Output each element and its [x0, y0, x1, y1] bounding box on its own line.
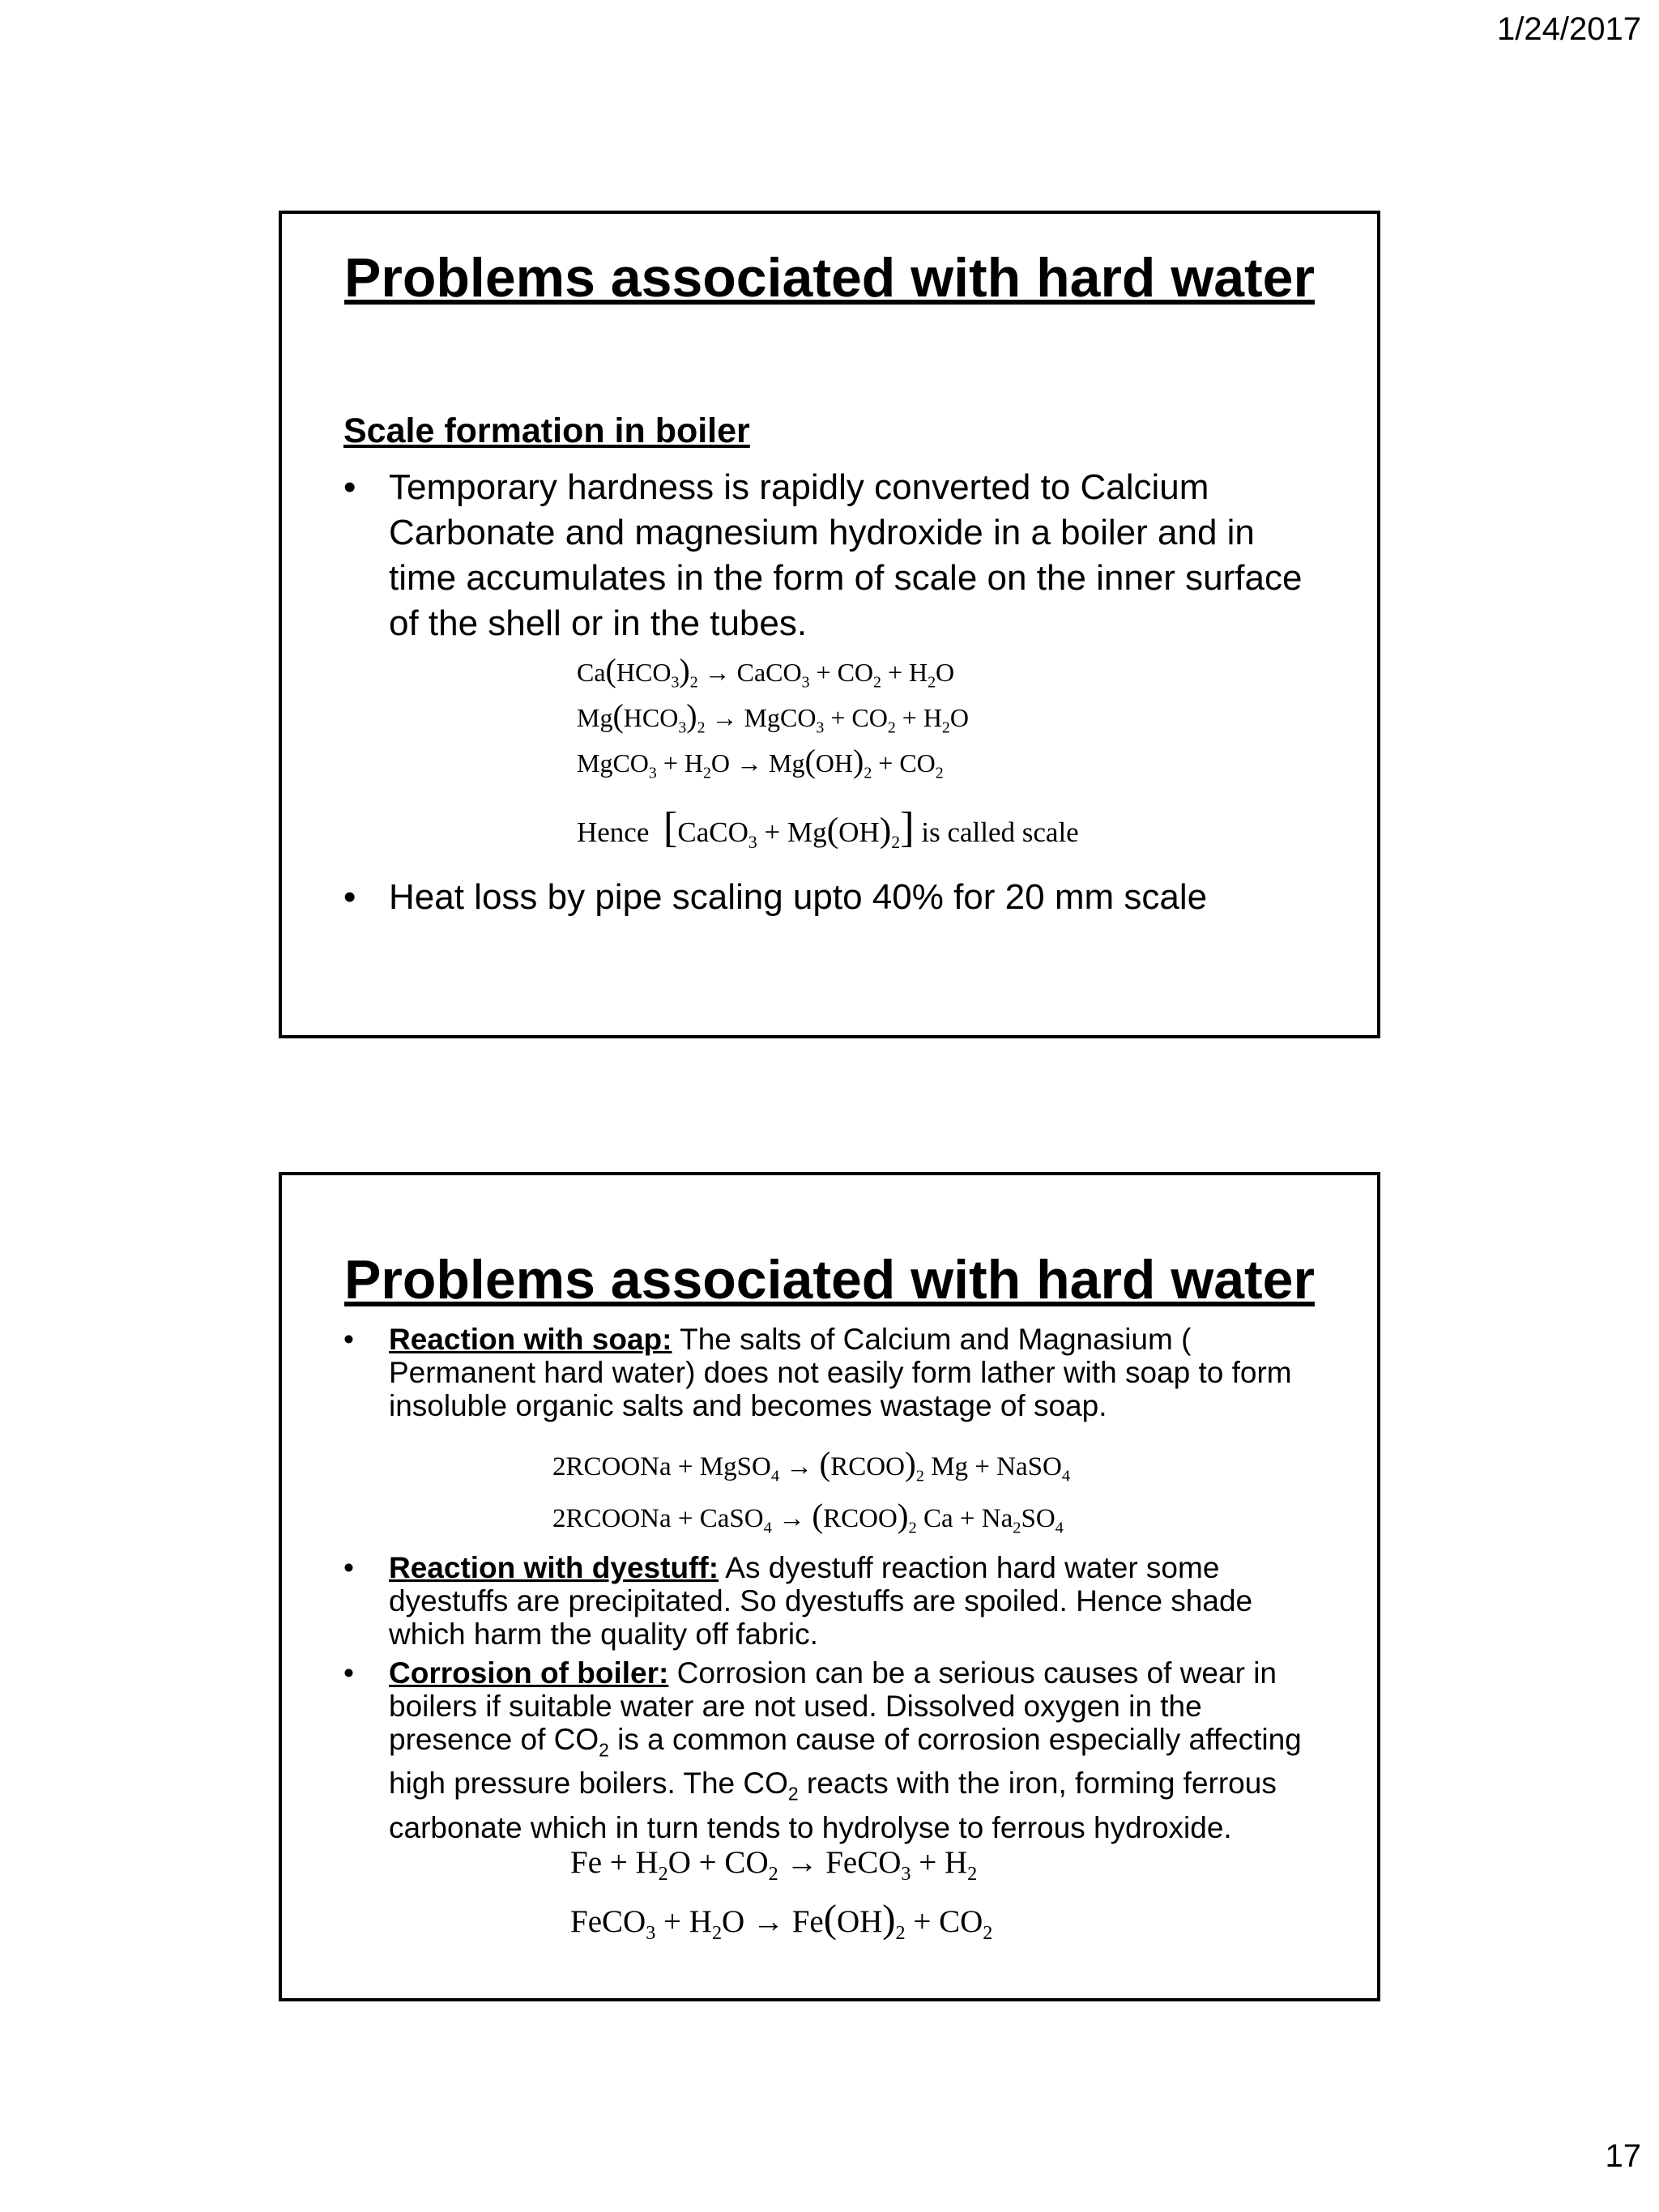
slide-title: Problems associated with hard water: [344, 1249, 1315, 1311]
slide-scale-formation: [279, 211, 1380, 1038]
equation-soap-calcium: 2RCOONa + CaSO$_4$ → $(RCOO)_2$ $Ca + Na_2SO_4$: [552, 1497, 1064, 1537]
bullet-reaction-with-soap: [343, 1323, 1332, 1422]
slide-soap-dyestuff-corrosion: [279, 1172, 1380, 2001]
equation-iron-corrosion: $Fe + H_2O + CO_2$ → FeCO$_3$ + $H_2$: [570, 1845, 978, 1885]
bullet-dot: •: [343, 1656, 354, 1690]
bullet-text: As dyestuff reaction hard water some dyestuffs are precipitated. So dyestuffs are spoiled. Hence shade which harm the quality off fabric.: [389, 1551, 1253, 1651]
page-number: 17: [1605, 2138, 1641, 2174]
equation-scale-definition: Hence [CaCO$_3$ + $Mg(OH)_2$] is called scale: [577, 804, 1079, 852]
page-date: 1/24/2017: [1497, 11, 1641, 47]
bullet-dot: •: [343, 467, 356, 507]
equation-magnesium-carbonate: MgCO$_3$ + $H_2O \to Mg(OH)_2 + CO_2$: [577, 743, 944, 782]
hence-label: Hence: [577, 816, 650, 848]
bullet-dot: •: [343, 1551, 354, 1584]
bullet-label: Reaction with dyestuff:: [389, 1551, 719, 1584]
scale-label: is called scale: [921, 816, 1079, 848]
bullet-dot: •: [343, 1323, 354, 1356]
section-heading: Scale formation in boiler: [343, 411, 750, 450]
bullet-corrosion-of-boiler: [343, 1656, 1332, 1844]
bullet-temporary-hardness: [343, 465, 1316, 646]
bullet-text: The salts of Calcium and Magnasium ( Permanent hard water) does not easily form lather with soap to form insoluble organic salts and becomes wastage of soap.: [389, 1323, 1292, 1422]
equation-soap-magnesium: 2RCOONa + MgSO$_4$ → $(RCOO)_2$ Mg + NaSO$_4$: [552, 1445, 1071, 1485]
bullet-text: Heat loss by pipe scaling upto 40% for 20 mm scale: [389, 877, 1208, 917]
equation-calcium-bicarbonate: $Ca(HCO_3)_2$ → CaCO$_3$ + $CO_2 + H_2O$: [577, 652, 955, 692]
bullet-text: Corrosion can be a serious causes of wear in boilers if suitable water are not used. Dissolved oxygen in the presence of CO: [389, 1656, 1277, 1756]
bullet-label: Corrosion of boiler:: [389, 1656, 669, 1690]
bullet-text: reacts with the iron, forming ferrous carbonate which in turn tends to hydrolyse to ferrous hydroxide.: [389, 1767, 1277, 1844]
bullet-text: Temporary hardness is rapidly converted to Calcium Carbonate and magnesium hydroxide in a boiler and in time accumulates in the form of scale on the inner surface of the shell or in the tubes.: [389, 467, 1303, 643]
equation-ferrous-hydroxide: FeCO$_3$ + $H_2O \to Fe(OH)_2 + CO_2$: [570, 1897, 993, 1944]
subscript: 2: [599, 1739, 609, 1761]
bullet-dot: •: [343, 877, 356, 917]
subscript: 2: [787, 1783, 799, 1805]
slide-title: Problems associated with hard water: [344, 247, 1315, 309]
equation-magnesium-bicarbonate: $Mg(HCO_3)_2$ → MgCO$_3$ + $CO_2 + H_2O$: [577, 697, 969, 737]
bullet-reaction-with-dyestuff: [343, 1551, 1332, 1651]
bullet-label: Reaction with soap:: [389, 1323, 672, 1356]
bullet-heat-loss: [343, 875, 1316, 920]
bullet-text: is a common cause of corrosion especially affecting high pressure boilers. The CO: [389, 1723, 1302, 1801]
